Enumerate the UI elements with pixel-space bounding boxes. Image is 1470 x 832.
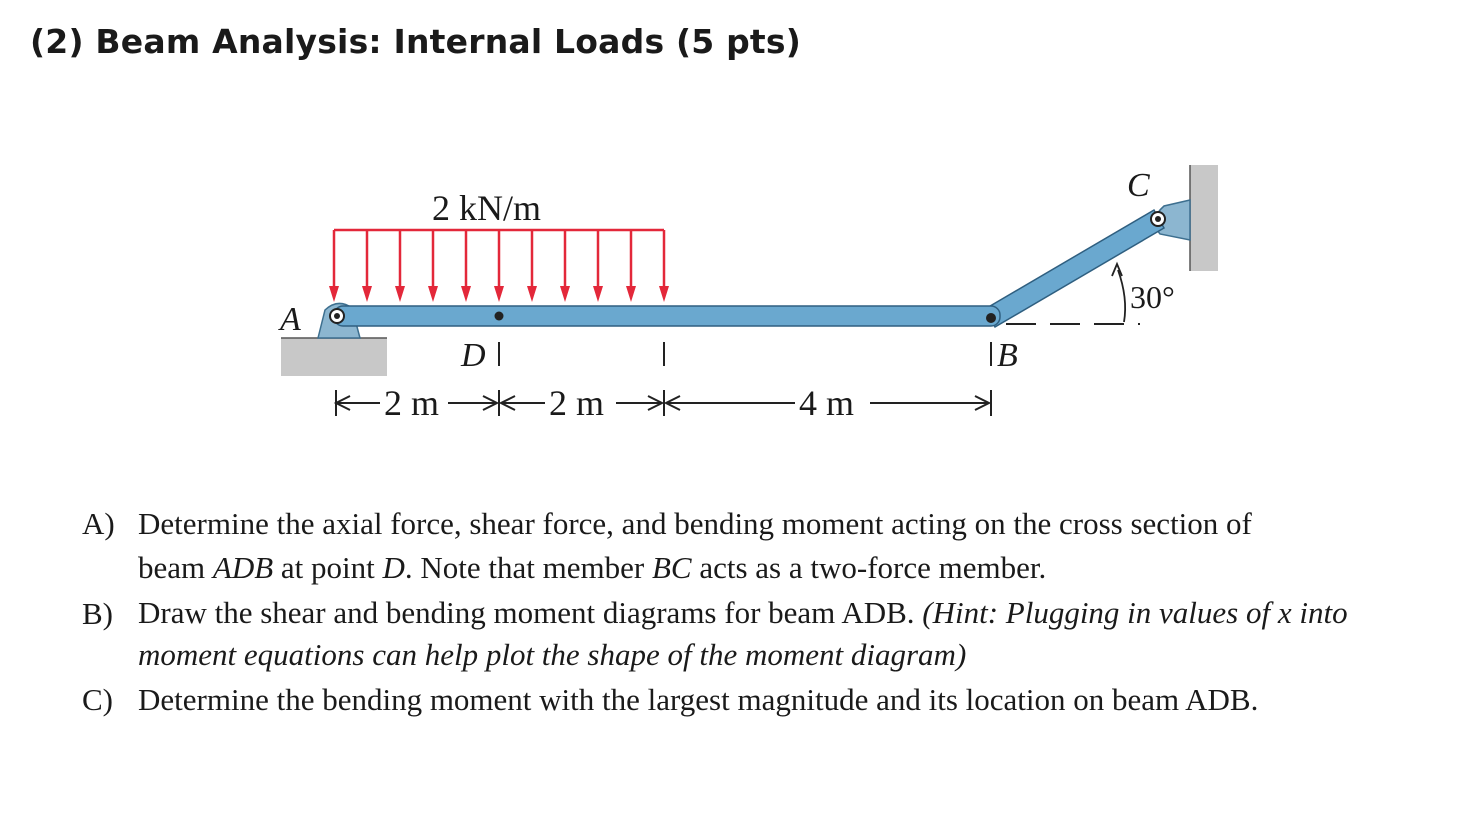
load-arrows bbox=[329, 230, 669, 302]
question-c bbox=[82, 678, 1452, 722]
beam-name: ADB bbox=[212, 550, 274, 585]
question-text: acts as a two-force member. bbox=[691, 550, 1047, 585]
angle-arc bbox=[1118, 270, 1125, 322]
page-title: (2) Beam Analysis: Internal Loads (5 pts) bbox=[30, 22, 802, 61]
load-arrowhead bbox=[659, 286, 669, 302]
angle-label: 30° bbox=[1130, 279, 1175, 315]
ground-support bbox=[281, 338, 387, 376]
load-arrowhead bbox=[395, 286, 405, 302]
load-arrowhead bbox=[494, 286, 504, 302]
question-text: beam bbox=[138, 550, 213, 585]
question-text: Determine the axial force, shear force, and bending moment acting on the cross section of bbox=[138, 506, 1252, 541]
question-text: Determine the bending moment with the largest magnitude and its location on beam ADB. bbox=[138, 682, 1259, 717]
load-arrowhead bbox=[428, 286, 438, 302]
question-text: Draw the shear and bending moment diagrams for beam ADB. bbox=[138, 595, 923, 630]
question-text: at point bbox=[273, 550, 383, 585]
question-text: . Note that member bbox=[404, 550, 652, 585]
load-arrowhead bbox=[626, 286, 636, 302]
label-b: B bbox=[997, 337, 1018, 374]
load-arrowhead bbox=[461, 286, 471, 302]
beam-adb bbox=[334, 306, 1000, 326]
question-marker: C) bbox=[82, 682, 113, 717]
question-text-line bbox=[138, 634, 1452, 676]
dimension-3: 4 m bbox=[799, 383, 855, 423]
label-a: A bbox=[280, 301, 301, 338]
load-arrowhead bbox=[362, 286, 372, 302]
question-marker: A) bbox=[82, 506, 115, 541]
question-list bbox=[82, 502, 1452, 722]
hint-text: moment equations can help plot the shape of the moment diagram) bbox=[138, 637, 967, 672]
question-marker: B) bbox=[82, 596, 113, 631]
question-b bbox=[82, 592, 1452, 676]
load-arrowhead bbox=[593, 286, 603, 302]
load-arrowhead bbox=[560, 286, 570, 302]
load-label: 2 kN/m bbox=[432, 188, 542, 228]
label-c: C bbox=[1127, 167, 1150, 204]
dimension-1: 2 m bbox=[384, 383, 440, 423]
point-d-dot bbox=[495, 312, 504, 321]
pin-c-center bbox=[1155, 216, 1161, 222]
pin-b bbox=[986, 313, 996, 323]
question-a bbox=[82, 502, 1452, 590]
wall-support bbox=[1190, 165, 1218, 271]
pin-a-center bbox=[334, 313, 340, 319]
question-text-line bbox=[138, 592, 1452, 634]
question-text-line bbox=[138, 678, 1452, 722]
load-arrowhead bbox=[527, 286, 537, 302]
question-text-line bbox=[138, 546, 1452, 590]
label-d: D bbox=[461, 337, 486, 374]
member-name: BC bbox=[651, 550, 692, 585]
angle-arrowhead bbox=[1112, 264, 1122, 276]
point-name: D bbox=[382, 550, 405, 585]
load-arrowhead bbox=[329, 286, 339, 302]
hint-text: (Hint: Plugging in values of x into bbox=[922, 595, 1348, 630]
dimension-2: 2 m bbox=[549, 383, 605, 423]
question-text-line bbox=[138, 502, 1452, 546]
